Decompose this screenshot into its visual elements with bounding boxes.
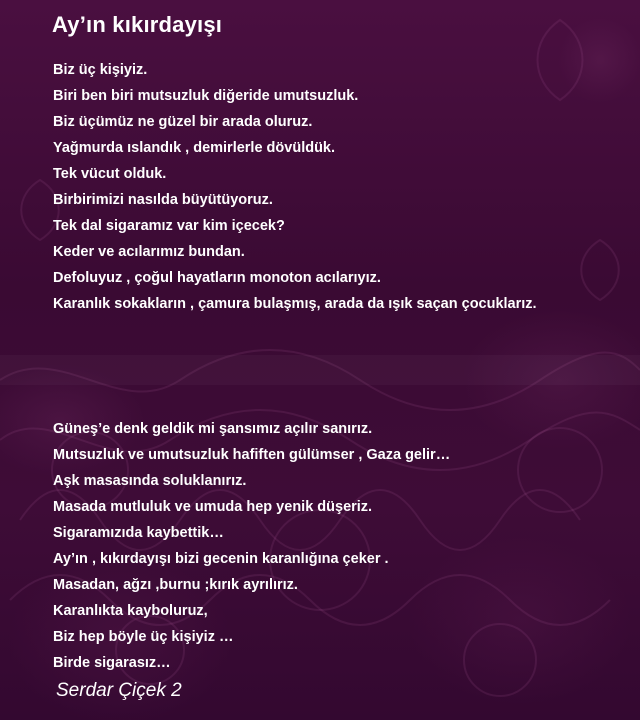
poem-line: Masadan, ağzı ,burnu ;kırık ayrılırız. [53,577,298,593]
poem-author[interactable]: Serdar Çiçek 2 [56,680,182,701]
poem-line: Biri ben biri mutsuzluk diğeride umutsuzluk. [53,88,359,104]
poem-line: Yağmurda ıslandık , demirlerle dövüldük. [53,140,336,156]
poem-line: Güneş’e denk geldik mi şansımız açılır sanırız. [53,421,373,437]
poem-line: Biz hep böyle üç kişiyiz … [53,629,234,645]
poem-line: Birbirimizi nasılda büyütüyoruz. [53,192,273,208]
poem-line: Ay’ın , kıkırdayışı bizi gecenin karanlığına çeker . [53,551,389,567]
poem-line: Karanlık sokakların , çamura bulaşmış, arada da ışık saçan çocuklarız. [53,296,537,312]
poem-line: Sigaramızıda kaybettik… [53,525,224,541]
poem-line: Defoluyuz , çoğul hayatların monoton acılarıyız. [53,270,381,286]
poem-line: Keder ve acılarımız bundan. [53,244,245,260]
stanza-1 [53,57,537,317]
stanza-2 [53,416,450,676]
poem-line: Biz üçümüz ne güzel bir arada oluruz. [53,114,313,130]
poem-line: Birde sigarasız… [53,655,171,671]
poem-line: Masada mutluluk ve umuda hep yenik düşeriz. [53,499,373,515]
poem-title: Ay’ın kıkırdayışı [52,12,223,37]
poem-line: Tek vücut olduk. [53,166,167,182]
poem-line: Mutsuzluk ve umutsuzluk hafiften gülümser , Gaza gelir… [53,447,451,463]
poem-line: Biz üç kişiyiz. [53,62,148,78]
poem-line: Karanlıkta kayboluruz, [53,603,208,619]
poem-line: Aşk masasında soluklanırız. [53,473,247,489]
poem-line: Tek dal sigaramız var kim içecek? [53,218,285,234]
